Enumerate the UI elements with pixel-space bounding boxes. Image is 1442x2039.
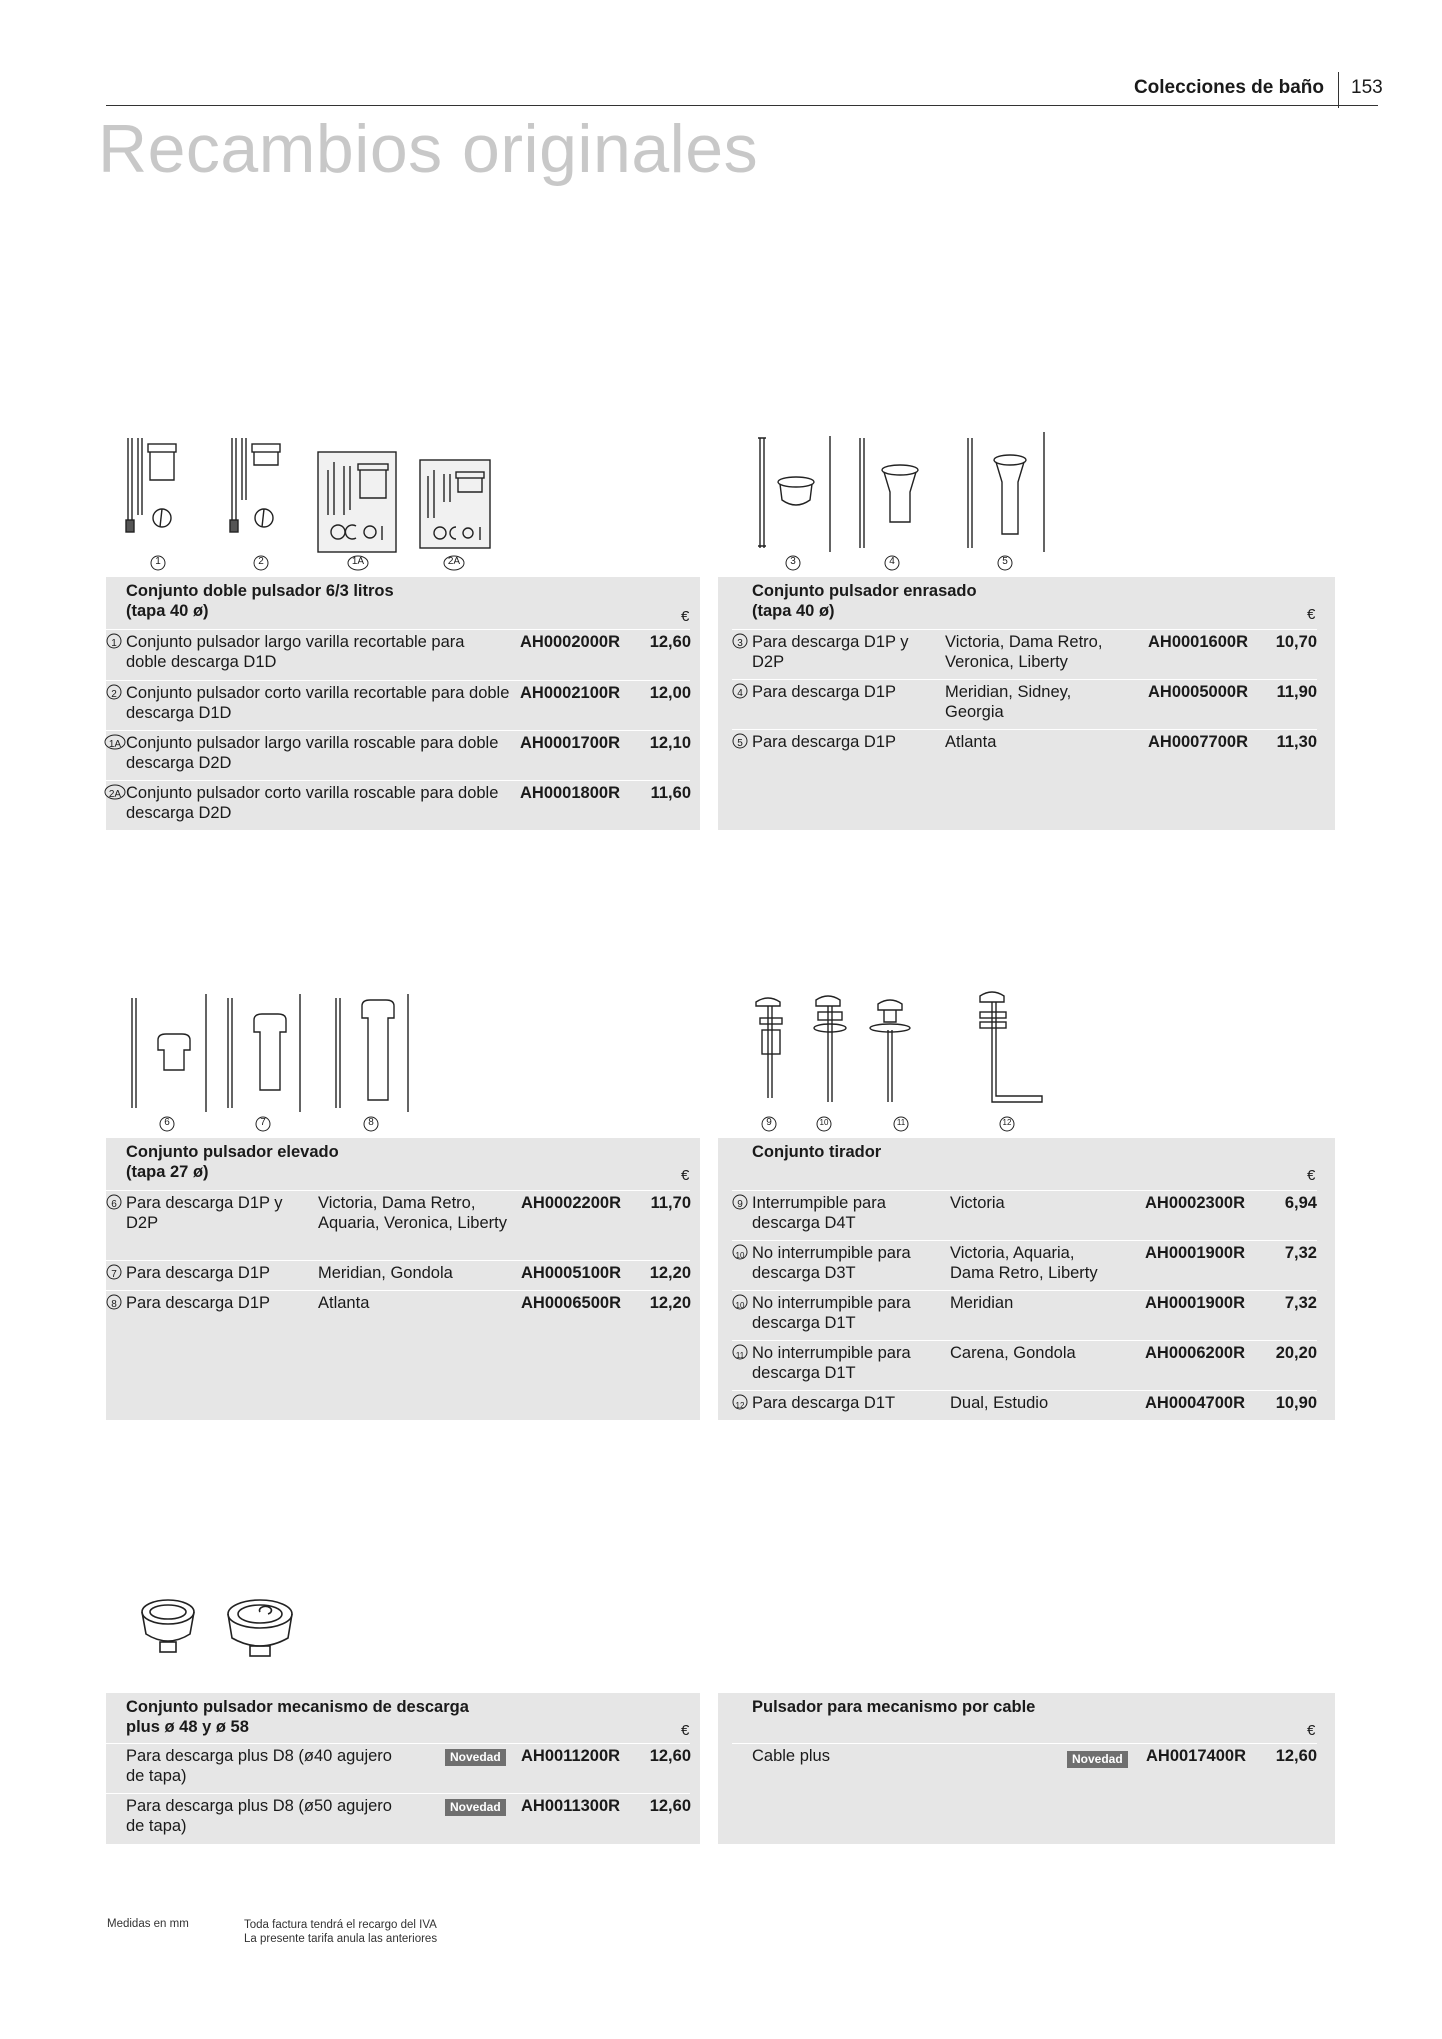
row-description: Para descarga D1P y D2P (752, 633, 909, 671)
row-models: Carena, Gondola (950, 1344, 1076, 1362)
table-row (106, 1793, 690, 1842)
row-price: 12,10 (649, 734, 691, 752)
row-number: 2 (106, 684, 124, 702)
row-models: Victoria, Dama Retro, Veronica, Liberty (945, 633, 1103, 671)
row-price: 7,32 (1284, 1294, 1317, 1312)
image-label-6: 6 (159, 1116, 175, 1137)
footer-note-legal: Toda factura tendrá el recargo del IVA La presente tarifa anula las anteriores (244, 1919, 438, 1945)
novedad-badge: Novedad (1067, 1751, 1128, 1768)
row-description: Para descarga D1P (126, 1294, 270, 1312)
row-code: AH0001600R (1148, 633, 1248, 651)
header-section-title: Colecciones de baño (1133, 77, 1324, 98)
image-label-7: 7 (255, 1116, 271, 1137)
enrasado-illustrations (748, 430, 1068, 560)
table-row (732, 1290, 1317, 1339)
row-number: 12 (732, 1394, 750, 1412)
table-elevado (106, 1138, 690, 1420)
image-label-2a: 2A (443, 555, 465, 576)
row-price: 12,20 (649, 1294, 691, 1312)
row-code: AH0005000R (1148, 683, 1248, 701)
row-price: 10,90 (1275, 1394, 1317, 1412)
row-description: Para descarga D1T (752, 1394, 896, 1412)
row-price: 12,60 (649, 1797, 691, 1815)
table-row (732, 1743, 1317, 1772)
row-price: 12,00 (649, 684, 691, 702)
novedad-badge: Novedad (445, 1799, 506, 1816)
table-title: Conjunto tirador (752, 1143, 882, 1161)
table-row (732, 1340, 1317, 1389)
tirador-illustrations (748, 990, 1068, 1120)
row-number: 8 (106, 1294, 124, 1312)
table-row (106, 1190, 690, 1259)
novedad-badge: Novedad (445, 1749, 506, 1766)
row-code: AH0001700R (520, 734, 620, 752)
row-price: 7,32 (1284, 1244, 1317, 1262)
currency-label: € (1307, 606, 1316, 623)
table-title: Pulsador para mecanismo por cable (752, 1698, 1036, 1716)
table-title: Conjunto pulsador elevado (tapa 27 ø) (126, 1143, 339, 1181)
table-title: Conjunto pulsador mecanismo de descarga plus ø 48 y ø 58 (126, 1698, 469, 1736)
table-row (106, 1290, 690, 1319)
row-code: AH0006200R (1145, 1344, 1245, 1362)
row-code: AH0001900R (1145, 1294, 1245, 1312)
image-label-3: 3 (785, 555, 801, 576)
table-enrasado (732, 577, 1317, 830)
row-description: Interrumpible para descarga D4T (752, 1194, 886, 1232)
table-row (106, 1260, 690, 1289)
row-code: AH0001800R (520, 784, 620, 802)
elevado-illustrations (118, 990, 438, 1120)
row-models: Meridian, Sidney, Georgia (945, 683, 1072, 721)
image-label-5: 5 (997, 555, 1013, 576)
table-row (732, 729, 1317, 758)
row-number: 1 (106, 633, 124, 651)
currency-label: € (681, 608, 690, 625)
row-code: AH0002000R (520, 633, 620, 651)
table-row (106, 780, 690, 829)
table-tirador (732, 1138, 1317, 1420)
row-price: 10,70 (1275, 633, 1317, 651)
header-separator (1338, 72, 1339, 108)
table-title: Conjunto doble pulsador 6/3 litros (tapa 40 ø) (126, 582, 394, 620)
currency-label: € (681, 1722, 690, 1739)
row-description: Conjunto pulsador corto varilla roscable para doble descarga D2D (126, 784, 499, 822)
row-description: Conjunto pulsador largo varilla recortable para doble descarga D1D (126, 633, 465, 671)
row-price: 11,30 (1276, 733, 1317, 751)
row-price: 11,60 (650, 784, 691, 802)
image-label-9: 9 (761, 1116, 777, 1137)
row-price: 6,94 (1284, 1194, 1317, 1212)
page-title: Recambios originales (98, 111, 759, 187)
row-models: Meridian, Gondola (318, 1264, 453, 1282)
table-doble-pulsador (106, 577, 690, 830)
row-code: AH0017400R (1146, 1747, 1246, 1765)
row-price: 12,60 (1275, 1747, 1317, 1765)
image-label-1a: 1A (347, 555, 369, 576)
row-code: AH0005100R (521, 1264, 621, 1282)
row-description: Para descarga plus D8 (ø50 agujero de tapa) (126, 1797, 392, 1835)
table-title: Conjunto pulsador enrasado (tapa 40 ø) (752, 582, 977, 620)
row-number: 10 (732, 1294, 750, 1312)
row-description: Para descarga plus D8 (ø40 agujero de tapa) (126, 1747, 392, 1785)
row-number: 9 (732, 1194, 750, 1212)
currency-label: € (1307, 1167, 1316, 1184)
table-row (732, 1390, 1317, 1419)
row-code: AH0002100R (520, 684, 620, 702)
row-description: Para descarga D1P (752, 683, 896, 701)
row-number: 2A (104, 784, 122, 802)
plus-illustrations (136, 1590, 306, 1670)
row-description: Para descarga D1P y D2P (126, 1194, 283, 1232)
image-label-10: 10 (816, 1116, 832, 1137)
table-row (732, 679, 1317, 728)
row-models: Dual, Estudio (950, 1394, 1049, 1412)
row-models: Meridian (950, 1294, 1014, 1312)
image-label-2: 2 (253, 555, 269, 576)
table-row (106, 629, 690, 678)
table-row (106, 680, 690, 729)
row-price: 11,90 (1276, 683, 1317, 701)
image-label-4: 4 (884, 555, 900, 576)
row-description: Conjunto pulsador largo varilla roscable para doble descarga D2D (126, 734, 499, 772)
row-number: 7 (106, 1264, 124, 1282)
row-models: Atlanta (318, 1294, 370, 1312)
row-price: 12,20 (649, 1264, 691, 1282)
row-code: AH0006500R (521, 1294, 621, 1312)
row-models: Atlanta (945, 733, 997, 751)
table-row (106, 1743, 690, 1792)
row-code: AH0004700R (1145, 1394, 1245, 1412)
row-models: Victoria (950, 1194, 1005, 1212)
table-row (106, 730, 690, 779)
image-label-1: 1 (150, 555, 166, 576)
row-description: Cable plus (752, 1747, 830, 1765)
image-label-11: 11 (893, 1116, 909, 1137)
row-number: 1A (104, 734, 122, 752)
row-code: AH0002200R (521, 1194, 621, 1212)
row-description: Para descarga D1P (752, 733, 896, 751)
row-description: No interrumpible para descarga D1T (752, 1294, 911, 1332)
row-number: 4 (732, 683, 750, 701)
row-models: Victoria, Dama Retro, Aquaria, Veronica, Liberty (318, 1194, 507, 1232)
row-number: 10 (732, 1244, 750, 1262)
row-number: 11 (732, 1344, 750, 1362)
row-code: AH0007700R (1148, 733, 1248, 751)
row-price: 20,20 (1275, 1344, 1317, 1362)
currency-label: € (681, 1167, 690, 1184)
row-number: 5 (732, 733, 750, 751)
row-code: AH0011300R (521, 1797, 621, 1815)
row-price: 12,60 (649, 633, 691, 651)
table-row (732, 1190, 1317, 1239)
row-price: 11,70 (650, 1194, 691, 1212)
image-label-12: 12 (999, 1116, 1015, 1137)
row-code: AH0001900R (1145, 1244, 1245, 1262)
row-description: Conjunto pulsador corto varilla recortable para doble descarga D1D (126, 684, 510, 722)
row-description: No interrumpible para descarga D3T (752, 1244, 911, 1282)
image-label-8: 8 (363, 1116, 379, 1137)
row-code: AH0011200R (521, 1747, 621, 1765)
table-row (732, 629, 1317, 678)
row-number: 6 (106, 1194, 124, 1212)
row-price: 12,60 (649, 1747, 691, 1765)
table-row (732, 1240, 1317, 1289)
row-code: AH0002300R (1145, 1194, 1245, 1212)
footer-note-measures: Medidas en mm (107, 1918, 189, 1930)
page-number: 153 (1351, 77, 1383, 98)
row-models: Victoria, Aquaria, Dama Retro, Liberty (950, 1244, 1098, 1282)
row-description: Para descarga D1P (126, 1264, 270, 1282)
table-cable (732, 1693, 1317, 1844)
row-description: No interrumpible para descarga D1T (752, 1344, 911, 1382)
table-plus (106, 1693, 690, 1844)
currency-label: € (1307, 1722, 1316, 1739)
header-rule (106, 105, 1378, 106)
row-number: 3 (732, 633, 750, 651)
